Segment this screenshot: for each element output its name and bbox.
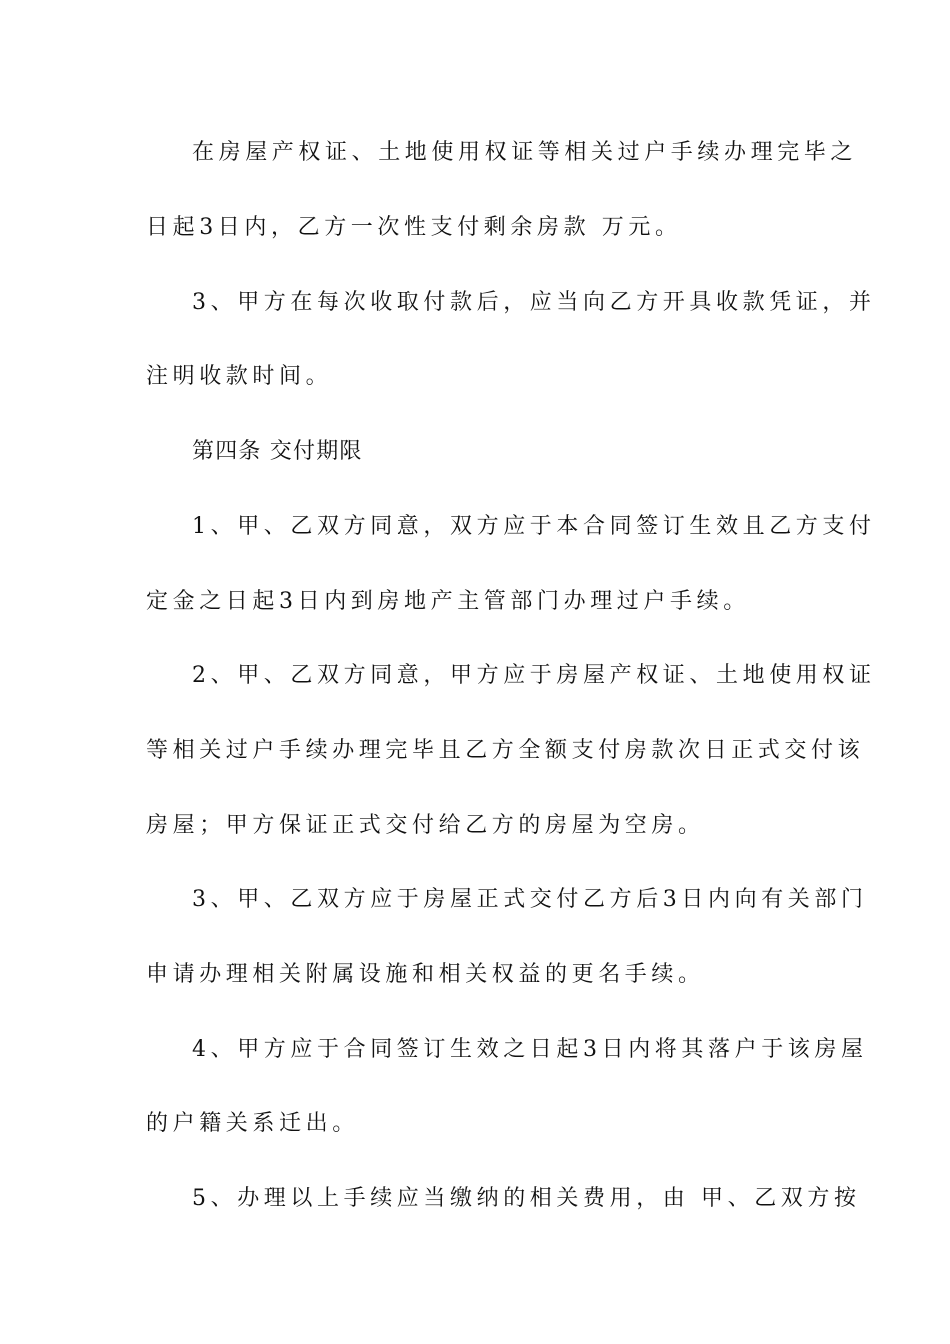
paragraph-line: 的户籍关系迁出。: [146, 1111, 359, 1136]
paragraph-line: 申请办理相关附属设施和相关权益的更名手续。: [146, 962, 705, 987]
paragraph-line: 日起3日内，乙方一次性支付剩余房款 万元。: [146, 215, 682, 240]
paragraph-line: 1、甲、乙双方同意，双方应于本合同签订生效且乙方支付: [192, 514, 876, 539]
paragraph-line: 等相关过户手续办理完毕且乙方全额支付房款次日正式交付该: [146, 738, 865, 763]
paragraph-line: 定金之日起3日内到房地产主管部门办理过户手续。: [146, 589, 750, 614]
paragraph-line: 2、甲、乙双方同意，甲方应于房屋产权证、土地使用权证: [192, 663, 876, 688]
paragraph-line: 注明收款时间。: [146, 364, 333, 389]
paragraph-line: 在房屋产权证、土地使用权证等相关过户手续办理完毕之: [192, 140, 858, 165]
paragraph-line: 3、甲、乙双方应于房屋正式交付乙方后3日内向有关部门: [192, 887, 868, 912]
paragraph-line: 3、甲方在每次收取付款后，应当向乙方开具收款凭证，并: [192, 290, 876, 315]
section-heading: 第四条 交付期限: [192, 439, 363, 464]
paragraph-line: 房屋；甲方保证正式交付给乙方的房屋为空房。: [146, 813, 705, 838]
paragraph-line: 5、办理以上手续应当缴纳的相关费用，由 甲、乙双方按: [192, 1186, 861, 1211]
paragraph-line: 4、甲方应于合同签订生效之日起3日内将其落户于该房屋: [192, 1037, 868, 1062]
